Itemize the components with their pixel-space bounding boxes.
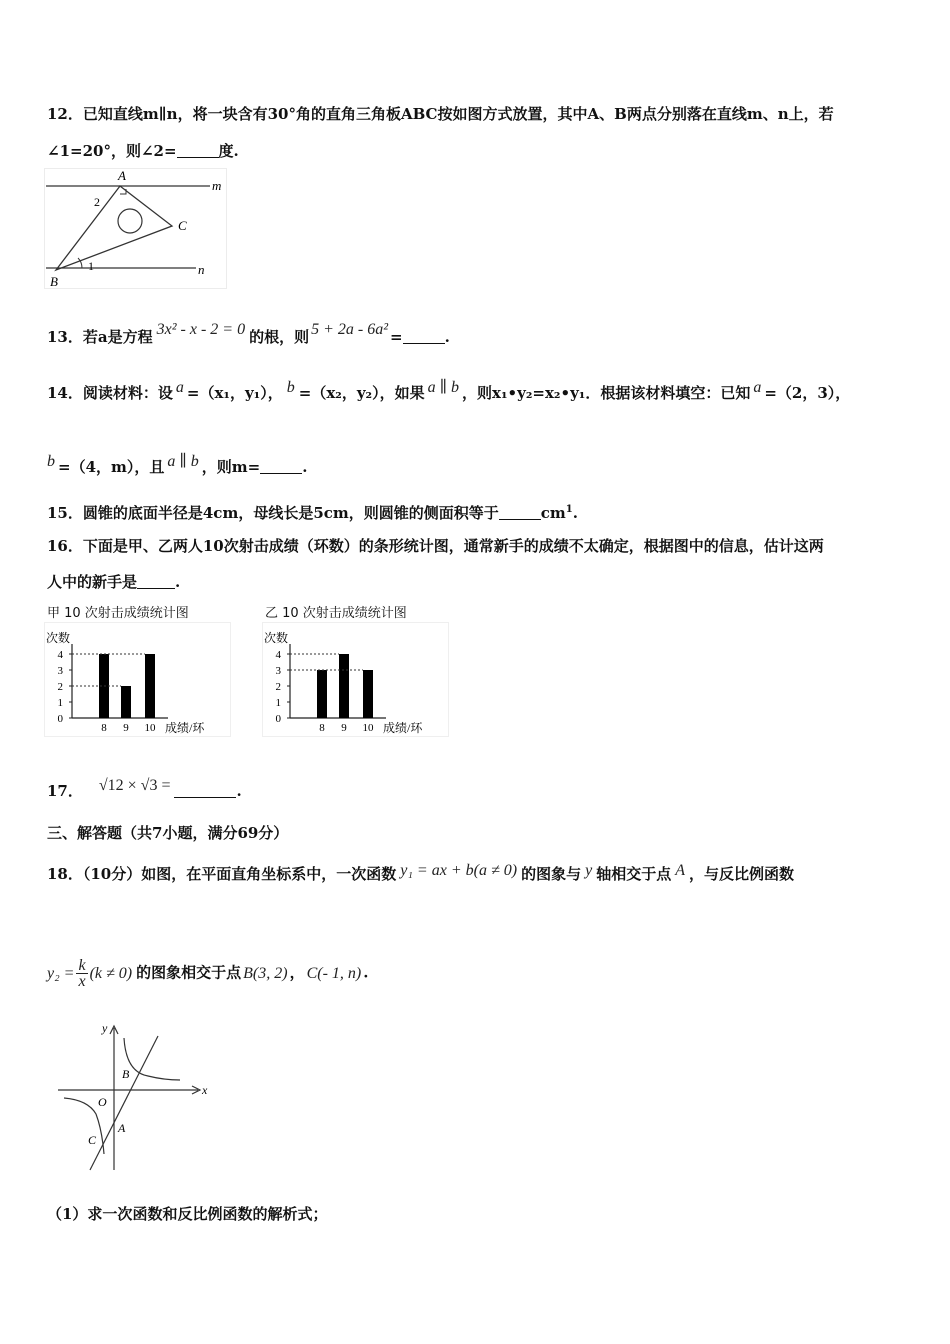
q14-end: . xyxy=(302,458,308,476)
label-n: n xyxy=(198,262,205,277)
q13-mid: 的根，则 xyxy=(249,328,310,346)
q18-suffix: ，与反比例函数 xyxy=(688,865,794,883)
q18-y2-fraction xyxy=(76,958,87,989)
q17-end: . xyxy=(236,782,242,800)
label-angle-2: 2 xyxy=(94,195,100,209)
q12-line2-suffix: 度. xyxy=(218,142,239,160)
q14-parallel2: a ∥ b xyxy=(167,453,199,470)
q13-answer-blank[interactable] xyxy=(403,329,445,344)
x-tick-label: 10 xyxy=(362,722,374,734)
q13-equation: 3x² - x - 2 = 0 xyxy=(156,321,246,338)
q12-triangle-figure xyxy=(44,168,234,292)
y-axis-label: 次数 xyxy=(46,631,71,645)
q14-parallel: a ∥ b xyxy=(427,379,460,396)
chart-jia-title: 甲 10 次射击成绩统计图 xyxy=(47,606,189,621)
label-a: A xyxy=(118,168,126,183)
bar-9 xyxy=(121,686,131,718)
q13-prefix: 13．若a是方程 xyxy=(47,328,153,346)
q14-vector-a2: a xyxy=(753,379,762,396)
q14-vector-b: b xyxy=(286,379,295,396)
y-tick-label: 3 xyxy=(275,665,281,677)
x-tick-label: 9 xyxy=(341,722,347,734)
q17-prefix: 17． xyxy=(47,782,83,800)
y-tick-label: 1 xyxy=(57,697,63,709)
q18-end: . xyxy=(363,963,369,982)
q14-line1 xyxy=(47,378,850,403)
q14-answer-blank[interactable] xyxy=(260,459,302,474)
q16-answer-blank[interactable] xyxy=(137,574,175,589)
q18-y2-lhs: y₂ = xyxy=(47,964,75,982)
q18-mid: 的图象与 xyxy=(521,865,582,883)
y-tick-label: 0 xyxy=(57,713,63,725)
label-c-point: C xyxy=(88,1133,97,1147)
q18-line1 xyxy=(47,861,794,884)
y-tick-label: 2 xyxy=(275,681,281,693)
q15-end: . xyxy=(572,504,578,522)
q13-eq-sign: = xyxy=(390,328,403,346)
q13-expression: 5 + 2a - 6a² xyxy=(311,321,388,338)
label-angle-1: 1 xyxy=(88,259,94,273)
q18-y2-condition: (k ≠ 0) xyxy=(89,964,133,982)
q14-vector-b2: b xyxy=(47,453,55,470)
label-o: O xyxy=(98,1095,107,1109)
chart-yi xyxy=(262,622,462,740)
q15-unit: cm xyxy=(540,504,566,522)
q16-line1: 16．下面是甲、乙两人10次射击成绩（环数）的条形统计图，通常新手的成绩不太确定，根据图中的信息，估计这两 xyxy=(47,537,824,555)
q13-line xyxy=(47,320,450,347)
hyperbola-branch-1 xyxy=(124,1038,180,1080)
label-c: C xyxy=(178,218,187,233)
section3-heading: 三、解答题（共7小题，满分69分） xyxy=(47,824,289,842)
q18-comma: ， xyxy=(289,963,305,982)
q14-ask: ，则m= xyxy=(201,458,261,476)
q18-point-a: A xyxy=(675,862,685,879)
x-tick-label: 8 xyxy=(319,722,325,734)
q18-point-c: C(- 1, n) xyxy=(306,964,362,982)
label-b: B xyxy=(50,274,58,289)
chart-yi-title: 乙 10 次射击成绩统计图 xyxy=(265,606,407,621)
triangle-abc xyxy=(56,186,172,270)
label-a-point: A xyxy=(118,1121,126,1135)
q18-line2 xyxy=(47,958,368,989)
x-tick-label: 10 xyxy=(144,722,156,734)
q14-b2-value: =（4，m），且 xyxy=(58,458,165,476)
q18-y2-denominator: x xyxy=(78,973,86,990)
bar-9 xyxy=(339,654,349,718)
q16-prefix: 人中的新手是 xyxy=(47,573,138,591)
chart-jia xyxy=(44,622,244,740)
q15-unit-sup: 1 xyxy=(565,504,573,515)
x-tick-label: 9 xyxy=(123,722,129,734)
q15-text: 15．圆锥的底面半径是4cm，母线长是5cm，则圆锥的侧面积等于 xyxy=(47,504,499,522)
y-tick-label: 4 xyxy=(275,649,281,661)
bar-8 xyxy=(317,670,327,718)
q18-mid2: 轴相交于点 xyxy=(596,865,672,883)
q14-rule: ，则x₁•y₂=x₂•y₁．根据该材料填空：已知 xyxy=(462,384,751,402)
label-y: y xyxy=(102,1021,108,1035)
triangle-hole xyxy=(118,209,142,233)
q18-y1-function: y₁ = ax + b(a ≠ 0) xyxy=(400,862,518,879)
y-tick-label: 0 xyxy=(275,713,281,725)
angle-1-arc xyxy=(78,258,82,268)
q18-point-b: B(3, 2) xyxy=(243,964,288,982)
q14-line2 xyxy=(47,452,307,477)
y-tick-label: 4 xyxy=(57,649,63,661)
q17-line xyxy=(47,776,242,801)
label-b-point: B xyxy=(122,1067,130,1081)
q17-expression: √12 × √3 = xyxy=(98,777,171,794)
x-axis-label: 成绩/环 xyxy=(165,721,205,735)
q18-graph xyxy=(52,1018,212,1178)
y-tick-label: 1 xyxy=(275,697,281,709)
q18-part1: （1）求一次函数和反比例函数的解析式； xyxy=(47,1205,328,1223)
q14-a2-value: =（2，3）， xyxy=(764,384,851,402)
q14-vector-a: a xyxy=(175,379,184,396)
q12-line1: 12．已知直线m∥n，将一块含有30°角的直角三角板ABC按如图方式放置，其中A、B两点分别落在直线m、n上，若 xyxy=(47,105,834,123)
q18-prefix: 18．（10分）如图，在平面直角坐标系中，一次函数 xyxy=(47,865,397,883)
q17-answer-blank[interactable] xyxy=(174,783,236,798)
label-x: x xyxy=(202,1083,208,1097)
q18-line2-mid: 的图象相交于点 xyxy=(136,963,242,982)
q18-y-var: y xyxy=(585,862,593,879)
q15-line xyxy=(47,500,578,523)
y-tick-label: 3 xyxy=(57,665,63,677)
q14-prefix: 14．阅读材料：设 xyxy=(47,384,173,402)
q15-answer-blank[interactable] xyxy=(499,505,541,520)
q12-answer-blank[interactable] xyxy=(177,143,219,158)
y-tick-label: 2 xyxy=(57,681,63,693)
q18-y2-numerator: k xyxy=(78,957,86,974)
label-m: m xyxy=(212,178,222,193)
x-axis-label: 成绩/环 xyxy=(383,721,423,735)
q12-line2-prefix: ∠1=20°，则∠2= xyxy=(47,142,177,160)
q16-line2 xyxy=(47,572,180,592)
q14-b-value: =（x₂，y₂），如果 xyxy=(298,384,425,402)
q13-end: . xyxy=(444,328,450,346)
bar-10 xyxy=(363,670,373,718)
bar-10 xyxy=(145,654,155,718)
q14-a-value: =（x₁，y₁）， xyxy=(186,384,283,402)
y-axis-label: 次数 xyxy=(264,631,289,645)
q16-end: . xyxy=(175,573,181,591)
q12-line2 xyxy=(47,141,239,161)
x-tick-label: 8 xyxy=(101,722,107,734)
